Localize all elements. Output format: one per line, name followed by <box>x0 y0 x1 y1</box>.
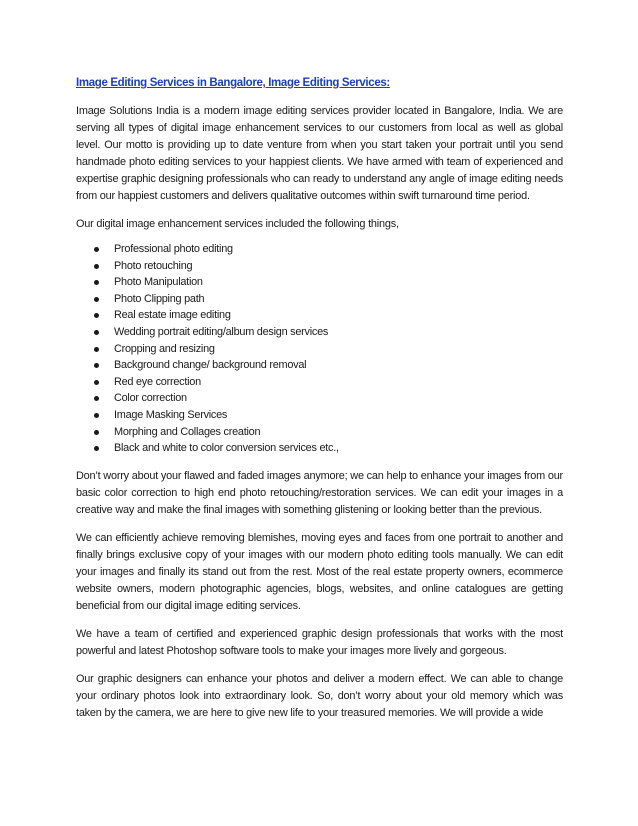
paragraph-design-team: We have a team of certified and experienced graphic design professionals that works with the most powerful and latest Photoshop software tools to make your images more lively and gorgeous. <box>76 627 563 657</box>
bullet-icon <box>94 380 99 385</box>
service-label: Photo Clipping path <box>114 292 205 305</box>
bullet-icon <box>94 280 99 285</box>
service-label: Color correction <box>114 392 187 405</box>
service-label: Background change/ background removal <box>114 359 307 372</box>
bullet-icon <box>94 363 99 368</box>
service-label: Professional photo editing <box>114 243 233 255</box>
list-item <box>76 274 563 291</box>
service-label: Morphing and Collages creation <box>114 425 261 438</box>
service-label: Black and white to color conversion services etc., <box>114 442 339 455</box>
bullet-icon <box>94 396 99 401</box>
services-list <box>76 241 563 457</box>
list-item <box>76 307 563 324</box>
service-label: Cropping and resizing <box>114 342 215 355</box>
list-item <box>76 390 563 407</box>
document-page <box>76 73 563 733</box>
paragraph-remove-blemishes: We can efficiently achieve removing blemishes, moving eyes and faces from one portrait to another and finally brings exclusive copy of your images with our modern photo editing tools manually. We can edit your images and finally its stand out from the rest. Most of the real estate property owners, ecommerce website owners, modern photographic agencies, blogs, websites, and online catalogues are getting beneficial from our digital image editing services. <box>76 531 563 612</box>
bullet-icon <box>94 297 99 302</box>
service-label: Red eye correction <box>114 375 201 388</box>
service-label: Photo retouching <box>114 259 193 272</box>
list-item <box>76 241 563 258</box>
list-item <box>76 357 563 374</box>
page-heading-link[interactable]: Image Editing Services in Bangalore, Image Editing Services: <box>76 77 390 89</box>
list-item <box>76 374 563 391</box>
service-label: Photo Manipulation <box>114 276 203 289</box>
paragraph-enhance-images: Don’t worry about your flawed and faded images anymore; we can help to enhance your images from our basic color correction to high end photo retouching/restoration services. We can edit your images in a creative way and make the final images with something glistening or looking better than the previous. <box>76 469 563 516</box>
list-item <box>76 291 563 308</box>
bullet-icon <box>94 347 99 352</box>
bullet-icon <box>94 430 99 435</box>
list-item <box>76 440 563 457</box>
service-label: Image Masking Services <box>114 408 228 421</box>
service-label: Wedding portrait editing/album design services <box>114 325 329 338</box>
bullet-icon <box>94 264 99 269</box>
bullet-icon <box>94 247 99 252</box>
services-list-intro: Our digital image enhancement services included the following things, <box>76 218 399 230</box>
paragraph-graphic-designers: Our graphic designers can enhance your photos and deliver a modern effect. We can able to change your ordinary photos look into extraordinary look. So, don’t worry about your old memory which was taken by the camera, we are here to give new life to your treasured memories. We will provide a wide <box>76 672 563 719</box>
service-label: Real estate image editing <box>114 309 231 322</box>
bullet-icon <box>94 413 99 418</box>
list-item <box>76 324 563 341</box>
bullet-icon <box>94 446 99 451</box>
bullet-icon <box>94 330 99 335</box>
paragraph-intro-company: Image Solutions India is a modern image editing services provider located in Bangalore, India. We are serving all types of digital image enhancement services to our customers from local as well as global level. Our motto is providing up to date venture from when you start taken your portrait until you send handmade photo editing services to your happiest clients. We have armed with team of experienced and expertise graphic designing professionals who can ready to understand any angle of image editing needs from our happiest customers and delivers qualitative outcomes within swift turnaround time period. <box>76 105 563 202</box>
list-item <box>76 424 563 441</box>
list-item <box>76 407 563 424</box>
list-item <box>76 258 563 275</box>
list-item <box>76 341 563 358</box>
bullet-icon <box>94 313 99 318</box>
